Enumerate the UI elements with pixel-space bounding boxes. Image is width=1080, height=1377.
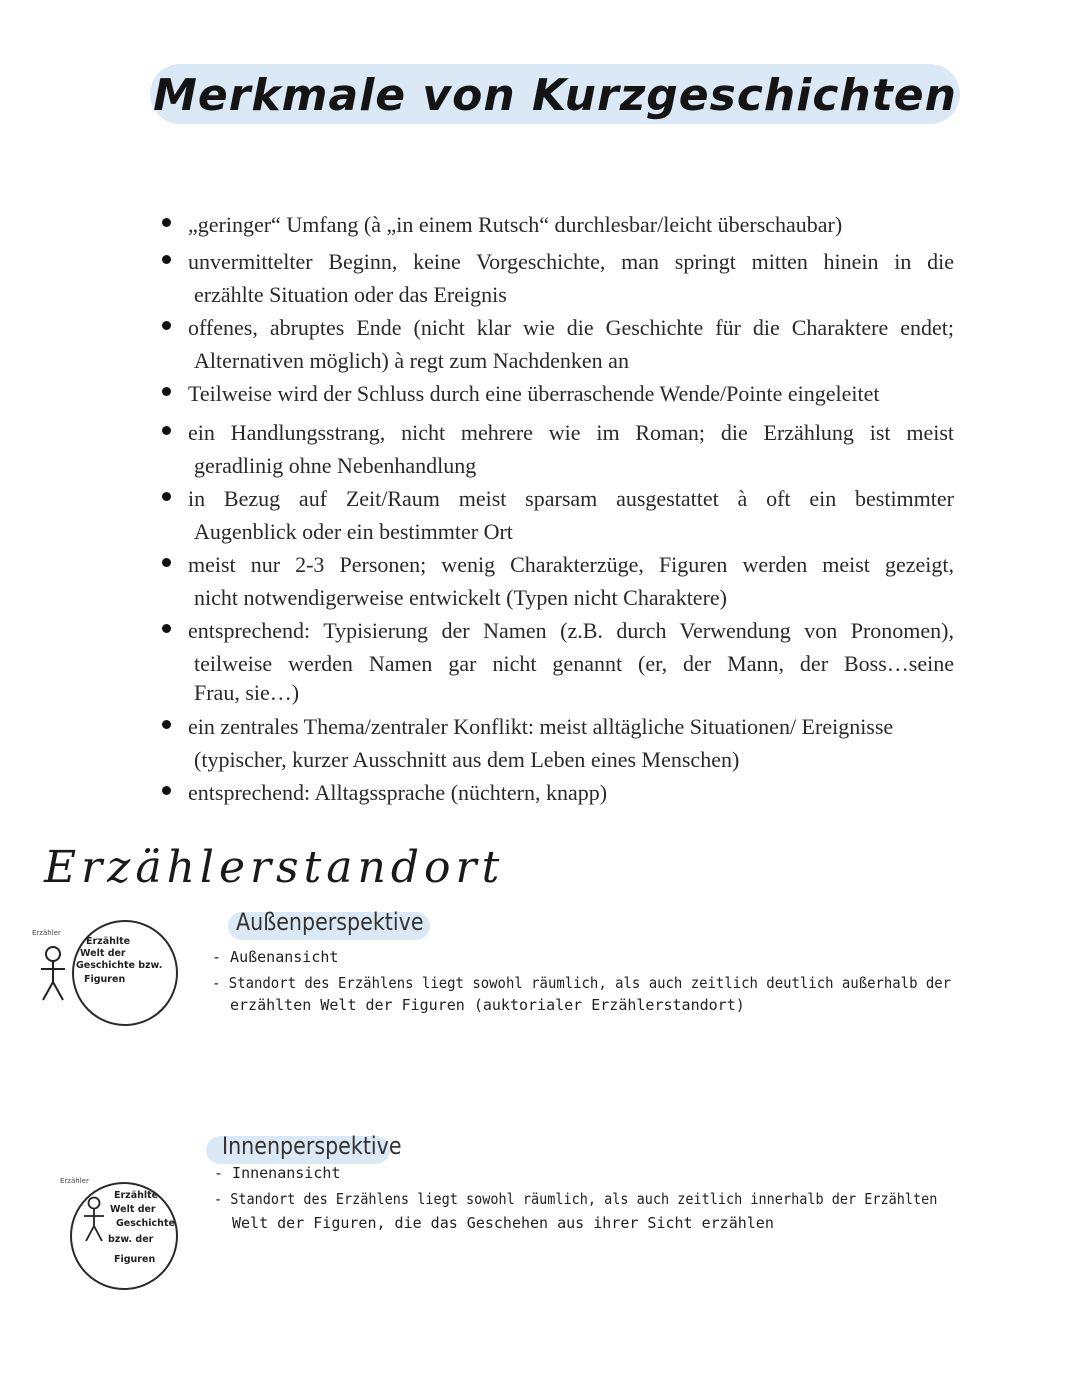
bullet-dot <box>162 492 171 501</box>
stick-figure-icon <box>38 944 68 1004</box>
list-item <box>160 548 954 614</box>
list-item-text: nicht notwendigerweise entwickelt (Typen nicht Charaktere) <box>194 585 727 610</box>
innen-label: Innenperspektive <box>222 1132 402 1160</box>
list-item <box>160 614 954 706</box>
list-item-text: teilweise werden Namen gar nicht genannt (er, der Mann, der Boss…seine <box>194 651 954 676</box>
aussen-label: Außenperspektive <box>236 908 424 936</box>
aussen-line: - Außenansicht <box>212 948 339 966</box>
list-item-text: ein Handlungsstrang, nicht mehrere wie im Roman; die Erzählung ist meist <box>188 420 954 445</box>
list-item-text: (typischer, kurzer Ausschnitt aus dem Leben eines Menschen) <box>194 747 740 772</box>
list-item <box>160 377 954 410</box>
circle-label: Erzählte <box>86 936 131 947</box>
circle-label: Geschichte bzw. <box>76 960 163 971</box>
list-item <box>160 208 954 241</box>
section-heading: Erzählerstandort <box>44 842 505 893</box>
page-title: Merkmale von Kurzgeschichten <box>153 69 957 121</box>
list-item-text: in Bezug auf Zeit/Raum meist sparsam ausgestattet à oft ein bestimmter <box>188 486 954 511</box>
stick-figure-icon <box>82 1196 106 1244</box>
list-item <box>160 710 954 776</box>
circle-label: Welt der <box>110 1204 156 1215</box>
bullet-dot <box>162 426 171 435</box>
list-item-text: unvermittelter Beginn, keine Vorgeschichte, man springt mitten hinein in die <box>188 249 954 274</box>
list-item <box>160 776 954 809</box>
list-item <box>160 416 954 482</box>
bullet-dot <box>162 786 171 795</box>
circle-label: Figuren <box>114 1254 156 1265</box>
list-item-text: „geringer“ Umfang (à „in einem Rutsch“ durchlesbar/leicht überschaubar) <box>188 212 843 237</box>
list-item-text: ein zentrales Thema/zentraler Konflikt: meist alltägliche Situationen/ Ereignisse <box>188 714 894 739</box>
list-item-text: entsprechend: Typisierung der Namen (z.B. durch Verwendung von Pronomen), <box>188 618 954 643</box>
aussen-line: erzählten Welt der Figuren (auktorialer Erzählerstandort) <box>230 996 745 1014</box>
bullet-dot <box>162 321 171 330</box>
bullet-dot <box>162 720 171 729</box>
circle-label: bzw. der <box>108 1234 154 1245</box>
list-item-text: meist nur 2-3 Personen; wenig Charakterzüge, Figuren werden meist gezeigt, <box>188 552 954 577</box>
list-item-text: erzählte Situation oder das Ereignis <box>194 282 507 307</box>
narrator-label: Erzähler <box>32 929 61 937</box>
circle-label: Erzählte <box>114 1190 159 1201</box>
bullet-dot <box>162 558 171 567</box>
innen-line: - Standort des Erzählens liegt sowohl räumlich, als auch zeitlich innerhalb der Erzählten <box>214 1190 938 1208</box>
list-item-text: offenes, abruptes Ende (nicht klar wie die Geschichte für die Charaktere endet; <box>188 315 954 340</box>
list-item-text: Frau, sie…) <box>194 680 300 705</box>
innen-line: Welt der Figuren, die das Geschehen aus ihrer Sicht erzählen <box>232 1214 774 1232</box>
bullet-dot <box>162 218 171 227</box>
list-item-text: geradlinig ohne Nebenhandlung <box>194 453 477 478</box>
bullet-dot <box>162 624 171 633</box>
narrator-label: Erzähler <box>60 1177 89 1185</box>
list-item <box>160 482 954 548</box>
list-item-text: Alternativen möglich) à regt zum Nachdenken an <box>194 348 629 373</box>
list-item-text: Teilweise wird der Schluss durch eine überraschende Wende/Pointe eingeleitet <box>188 381 880 406</box>
list-item-text: entsprechend: Alltagssprache (nüchtern, knapp) <box>188 780 608 805</box>
list-item-text: Augenblick oder ein bestimmter Ort <box>194 519 513 544</box>
feature-list <box>160 208 954 809</box>
aussen-line: - Standort des Erzählens liegt sowohl räumlich, als auch zeitlich deutlich außerhalb der <box>212 974 952 992</box>
list-item <box>160 311 954 377</box>
innen-line: - Innenansicht <box>214 1164 341 1182</box>
list-item <box>160 245 954 311</box>
bullet-dot <box>162 255 171 264</box>
circle-label: Geschichte <box>116 1218 175 1229</box>
circle-label: Welt der <box>80 948 126 959</box>
circle-label: Figuren <box>84 974 126 985</box>
bullet-dot <box>162 387 171 396</box>
